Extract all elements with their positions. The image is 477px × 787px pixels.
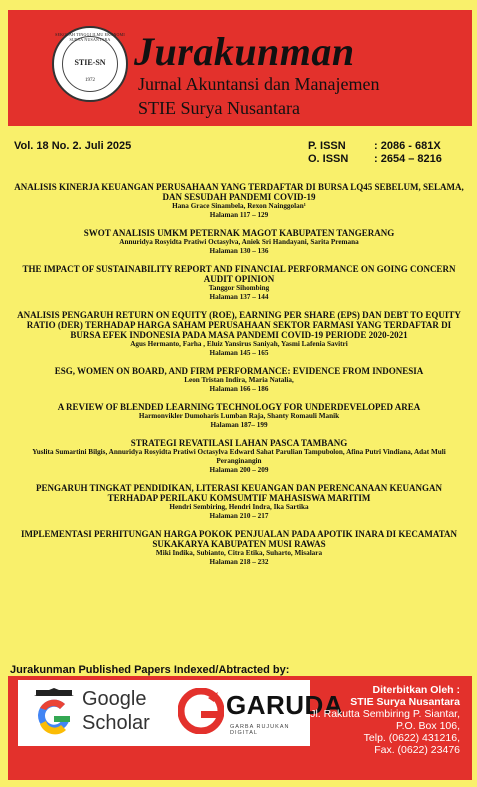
article-pages: Halaman 210 – 217 [209, 512, 269, 520]
garuda-label: GARUDA [226, 690, 344, 720]
article-entry[interactable] [12, 529, 466, 567]
seal-year: 1972 [85, 78, 95, 83]
publisher-fax: Fax. (0622) 23476 [374, 744, 460, 756]
publisher-name: STIE Surya Nusantara [350, 696, 460, 708]
article-title: A REVIEW OF BLENDED LEARNING TECHNOLOGY FOR UNDERDEVELOPED AREA [57, 402, 421, 412]
article-title: ESG, WOMEN ON BOARD, AND FIRM PERFORMANCE: EVIDENCE FROM INDONESIA [54, 366, 424, 376]
article-authors: Hendri Sembiring, Hendri Indra, Ika Sartika [169, 503, 309, 511]
article-title: ANALISIS KINERJA KEUANGAN PERUSAHAAN YANG TERDAFTAR DI BURSA LQ45 SEBELUM, SELAMA, DAN SESUDAH PANDEMI COVID-19 [14, 182, 464, 202]
article-entry[interactable] [12, 438, 466, 475]
article-authors: Annuridya Rosyidta Pratiwi Octasylva, Aniek Sri Handayani, Sarita Premana [119, 238, 359, 246]
garuda-logo-icon [178, 688, 224, 734]
article-title: PENGARUH TINGKAT PENDIDIKAN, LITERASI KEUANGAN DAN PERENCANAAN KEUANGAN TERHADAP PERILAKU KOMSUMTIF MAHASISWA MARITIM [35, 483, 443, 503]
article-authors: Leon Tristan Indira, Maria Natalia, [184, 376, 294, 384]
issn-label: P. ISSN [308, 140, 346, 152]
article-title: ANALISIS PENGARUH RETURN ON EQUITY (ROE), EARNING PER SHARE (EPS) DAN DEBT TO EQUITY RATIO (DER) TERHADAP HARGA SAHAM PERUSAHAAN SEKTOR FARMASI YANG TERDAFTAR DI BURSA EFEK INDONESIA PADA MASA PANDEMI COVID-19 PERIODE 2020-2021 [17, 310, 461, 340]
issn-online [308, 153, 468, 166]
article-title: STRATEGI REVATILASI LAHAN PASCA TAMBANG [130, 438, 348, 448]
article-pages: Halaman 137 – 144 [209, 293, 269, 301]
issn-print [308, 140, 468, 153]
article-entry[interactable] [12, 366, 466, 394]
journal-institution: STIE Surya Nusantara [138, 98, 300, 118]
publisher-address-line: P.O. Box 106, [395, 720, 460, 732]
article-authors: Hana Grace Sinambela, Rexon Nainggolan¹ [172, 202, 306, 210]
google-scholar-icon [32, 686, 76, 740]
article-authors: Agus Hermanto, Farha , Eluiz Yansirus Saniyah, Yasmi Lafenia Savitri [130, 340, 348, 348]
article-pages: Halaman 200 – 209 [209, 466, 269, 474]
article-authors: Tanggor Sihombing [208, 284, 270, 292]
cover-footer [8, 676, 472, 780]
journal-subtitle: Jurnal Akuntansi dan Manajemen [138, 74, 380, 94]
garuda-tagline: GARBA RUJUKAN DIGITAL [230, 724, 290, 736]
issn-value: : 2654 – 8216 [374, 153, 442, 165]
article-pages: Halaman 145 – 165 [209, 349, 269, 357]
article-entry[interactable] [12, 402, 466, 430]
publisher-heading: Diterbitkan Oleh : [372, 684, 460, 696]
scholar-label: Scholar [82, 712, 150, 734]
volume-info: Vol. 18 No. 2. Juli 2025 [14, 140, 132, 152]
publisher-phone: Telp. (0622) 431216, [363, 732, 460, 744]
article-authors: Harmonvikler Dumoharis Lumban Raja, Shanty Romauli Manik [138, 412, 340, 420]
article-title: SWOT ANALISIS UMKM PETERNAK MAGOT KABUPATEN TANGERANG [83, 228, 395, 238]
publisher-info [310, 684, 460, 756]
journal-title: Jurakunman [134, 29, 355, 74]
article-entry[interactable] [12, 483, 466, 521]
article-pages: Halaman 187– 199 [210, 421, 268, 429]
cover-header [8, 10, 472, 126]
article-entry[interactable] [12, 310, 466, 358]
institution-seal-icon [52, 26, 128, 102]
table-of-contents [12, 182, 466, 575]
article-title: IMPLEMENTASI PERHITUNGAN HARGA POKOK PENJUALAN PADA APOTIK INARA DI KECAMATAN SUKAKARYA KABUPATEN MUSI RAWAS [20, 529, 458, 549]
issn-label: O. ISSN [308, 153, 349, 165]
index-label: Jurakunman Published Papers Indexed/Abtracted by: [10, 664, 290, 676]
article-pages: Halaman 117 – 129 [209, 211, 269, 219]
publisher-address-line: Jl. Rakutta Sembiring P. Siantar, [310, 708, 460, 720]
google-label: Google [82, 688, 147, 710]
article-authors: Yuslita Sumartini Bilgis, Annuridya Rosyidta Pratiwi Octasylva Edward Sahat Parulian Tampubolon, Afina Putri Vindiana, Adat Muli Peranginangin [32, 448, 446, 465]
seal-abbr: STIE-SN [74, 58, 106, 67]
article-pages: Halaman 166 – 186 [209, 385, 269, 393]
article-pages: Halaman 130 – 136 [209, 247, 269, 255]
issn-block [308, 140, 468, 166]
issn-value: : 2086 - 681X [374, 140, 441, 152]
article-authors: Miki Indika, Subianto, Citra Etika, Suharto, Misalara [155, 549, 323, 557]
article-entry[interactable] [12, 182, 466, 220]
article-entry[interactable] [12, 264, 466, 302]
indexing-logos [18, 680, 344, 746]
article-entry[interactable] [12, 228, 466, 256]
seal-arc-text: SEKOLAH TINGGI ILMU EKONOMI SURYA NUSANTARA [55, 32, 125, 42]
article-pages: Halaman 218 – 232 [209, 558, 269, 566]
article-title: THE IMPACT OF SUSTAINABILITY REPORT AND FINANCIAL PERFORMANCE ON GOING CONCERN AUDIT OPINION [22, 264, 456, 284]
